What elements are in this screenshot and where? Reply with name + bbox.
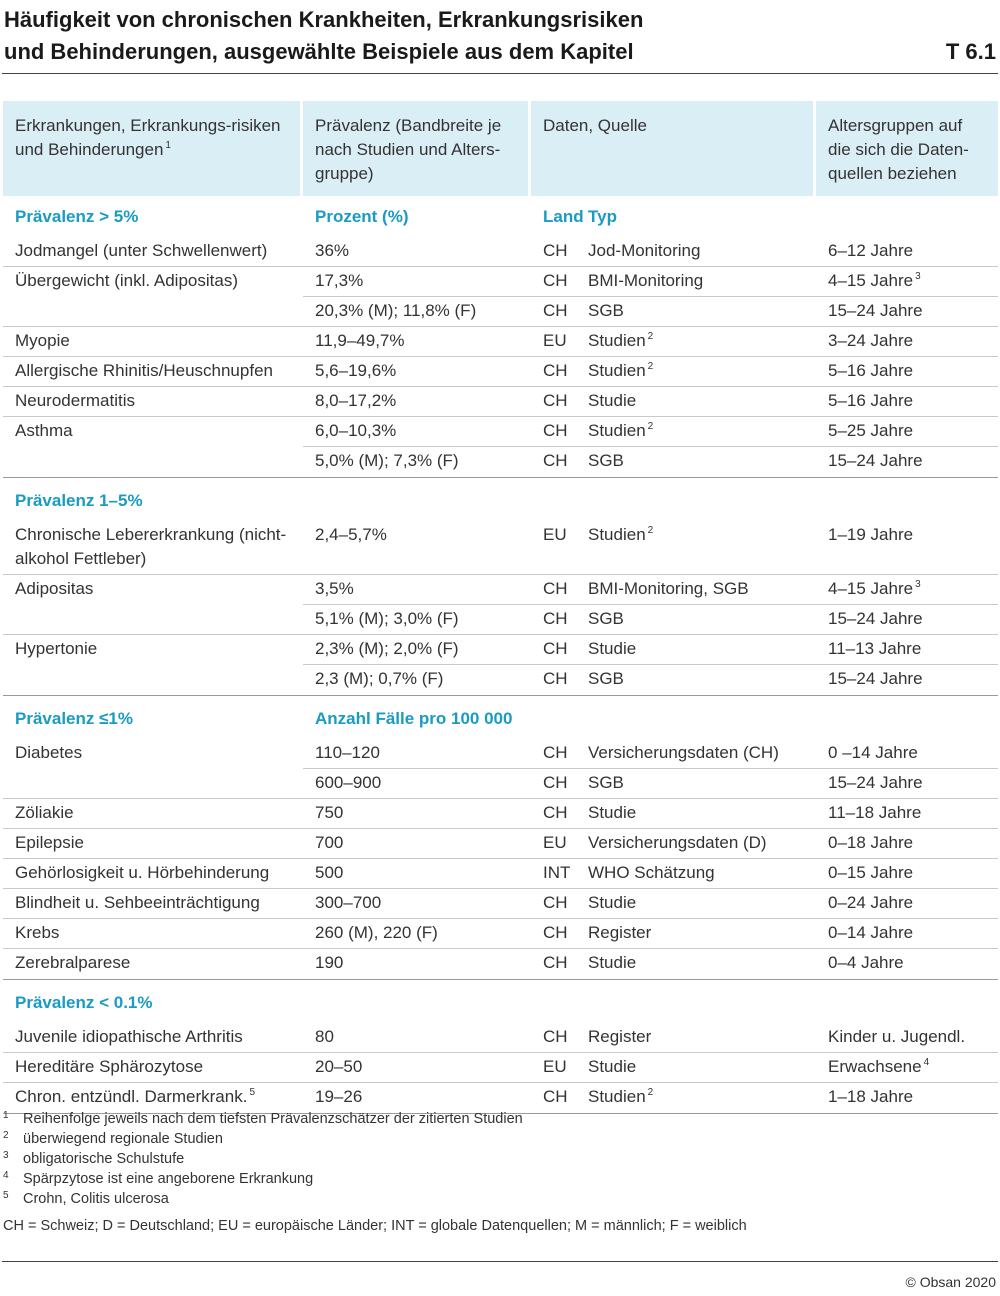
header-disease: Erkrankungen, Erkrankungs-risiken und Behinderungen $^1$ <box>3 101 303 196</box>
footnote: 4 Spärpzytose ist eine angeborene Erkrankung <box>3 1170 314 1187</box>
table-row: Gehörlosigkeit u. Hörbehinderung 500 INT WHO Schätzung 0–15 Jahre <box>3 858 998 888</box>
table-row: 600–900 CH SGB 15–24 Jahre <box>3 768 998 798</box>
prevalence-table <box>3 101 998 1114</box>
table-row: 5,0% (M); 7,3% (F) CH SGB 15–24 Jahre <box>3 446 998 478</box>
table-row: Myopie 11,9–49,7% EU Studien $^2$ 3–24 Jahre <box>3 326 998 356</box>
footnotes <box>3 1109 993 1209</box>
table-row: Blindheit u. Sehbeeinträchtigung 300–700 CH Studie 0–24 Jahre <box>3 888 998 918</box>
footnote: 5 Crohn, Colitis ulcerosa <box>3 1190 169 1207</box>
table-row: 2,3 (M); 0,7% (F) CH SGB 15–24 Jahre <box>3 664 998 696</box>
header-age-groups: Altersgruppen auf die sich die Daten-quellen beziehen <box>816 101 998 196</box>
footnote: 1 Reihenfolge jeweils nach dem tiefsten Prävalenzschätzer der zitierten Studien <box>3 1110 523 1127</box>
title-line-2: und Behinderungen, ausgewählte Beispiele aus dem Kapitel <box>4 39 634 64</box>
table-row: Allergische Rhinitis/Heuschnupfen 5,6–19,6% CH Studien $^2$ 5–16 Jahre <box>3 356 998 386</box>
table-row: Hypertonie 2,3% (M); 2,0% (F) CH Studie 11–13 Jahre <box>3 634 998 664</box>
table-title <box>4 4 996 68</box>
header-prevalence: Prävalenz (Bandbreite je nach Studien und Alters-gruppe) <box>303 101 531 196</box>
copyright: © Obsan 2020 <box>905 1274 996 1290</box>
table-row: Asthma 6,0–10,3% CH Studien $^2$ 5–25 Jahre <box>3 416 998 446</box>
table-row: Diabetes 110–120 CH Versicherungsdaten (CH) 0 –14 Jahre <box>15 743 918 762</box>
table-header-row <box>3 101 998 196</box>
table-row: Krebs 260 (M), 220 (F) CH Register 0–14 Jahre <box>3 918 998 948</box>
table-row: Epilepsie 700 EU Versicherungsdaten (D) 0–18 Jahre <box>3 828 998 858</box>
table-row: Zöliakie 750 CH Studie 11–18 Jahre <box>3 798 998 828</box>
footnote: 3 obligatorische Schulstufe <box>3 1150 185 1167</box>
footnote: 2 überwiegend regionale Studien <box>3 1130 223 1147</box>
table-code: T 6.1 <box>945 39 996 64</box>
table-row: Adipositas 3,5% CH BMI-Monitoring, SGB 4–15 Jahre $^3$ <box>3 574 998 604</box>
table-row: Chronische Lebererkrankung (nicht-alkohol Fettleber) 2,4–5,7% EU Studien $^2$ 1–19 Jahre <box>15 525 914 568</box>
section-header: Prävalenz ≤1% Anzahl Fälle pro 100 000 <box>15 709 513 728</box>
table-row: Juvenile idiopathische Arthritis 80 CH Register Kinder u. Jugendl. <box>15 1027 966 1046</box>
section-header: Prävalenz < 0.1% <box>15 993 153 1012</box>
table-row: Chron. entzündl. Darmerkrank. $^5$ 19–26 CH Studien $^2$ 1–18 Jahre <box>3 1082 998 1114</box>
table-row: 20,3% (M); 11,8% (F) CH SGB 15–24 Jahre <box>3 296 998 326</box>
table-row: Jodmangel (unter Schwellenwert) 36% CH Jod-Monitoring 6–12 Jahre <box>15 241 914 260</box>
table-row: Zerebralparese 190 CH Studie 0–4 Jahre <box>3 948 998 980</box>
table-row: Neurodermatitis 8,0–17,2% CH Studie 5–16 Jahre <box>3 386 998 416</box>
header-source: Daten, Quelle <box>531 101 816 196</box>
top-rule <box>2 73 998 74</box>
table-row: Hereditäre Sphärozytose 20–50 EU Studie Erwachsene $^4$ <box>3 1052 998 1082</box>
bottom-rule <box>2 1261 998 1262</box>
table-row: Übergewicht (inkl. Adipositas) 17,3% CH BMI-Monitoring 4–15 Jahre $^3$ <box>3 266 998 296</box>
abbreviations: CH = Schweiz; D = Deutschland; EU = europäische Länder; INT = globale Datenquellen; M = männlich; F = weiblich <box>3 1218 747 1234</box>
section-header: Prävalenz > 5% Prozent (%) Land Typ <box>15 207 617 226</box>
table-row: 5,1% (M); 3,0% (F) CH SGB 15–24 Jahre <box>3 604 998 634</box>
section-header: Prävalenz 1–5% <box>15 491 143 510</box>
title-line-1: Häufigkeit von chronischen Krankheiten, Erkrankungsrisiken <box>4 7 644 32</box>
